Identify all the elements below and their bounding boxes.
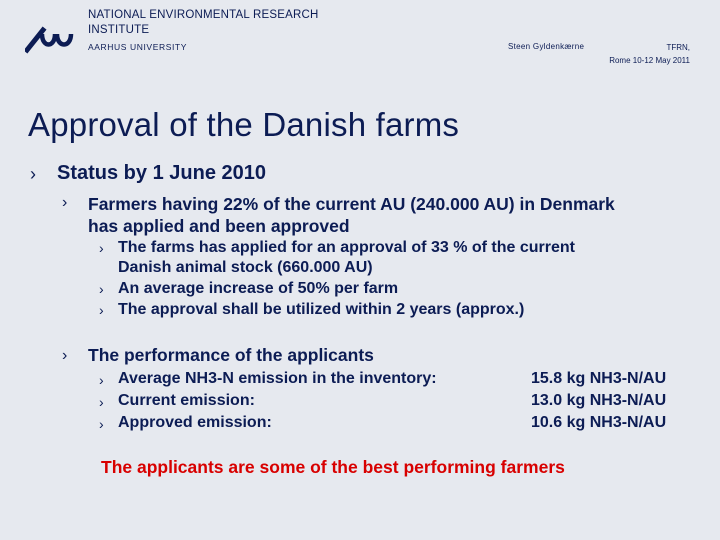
bullet-chevron: ›: [62, 347, 68, 364]
bullet-chevron: ›: [99, 281, 104, 297]
emission-value-current: 13.0 kg NH3-N/AU: [531, 392, 667, 409]
emission-label-inventory: Average NH3-N emission in the inventory:: [118, 370, 437, 387]
approval-share-line-1: The farms has applied for an approval of 33 % of the current: [118, 239, 575, 256]
institute-name: NATIONAL ENVIRONMENTAL RESEARCH INSTITUTE: [88, 9, 319, 36]
university-name: AARHUS UNIVERSITY: [88, 42, 187, 52]
emission-value-approved: 10.6 kg NH3-N/AU: [531, 414, 667, 431]
bullet-chevron: ›: [99, 372, 104, 388]
performance-heading: The performance of the applicants: [88, 345, 374, 365]
presenter-name: Steen Gyldenkærne: [508, 42, 585, 51]
bullet-chevron: ›: [99, 302, 104, 318]
bullet-chevron: ›: [30, 164, 36, 184]
bullet-chevron: ›: [62, 194, 68, 211]
farmers-line-1: Farmers having 22% of the current AU (240.000 AU) in Denmark: [88, 194, 615, 214]
event-name: TFRN,: [666, 43, 690, 52]
slide-title: Approval of the Danish farms: [28, 106, 460, 143]
event-info: [609, 41, 690, 67]
farmers-line-2: has applied and been approved: [88, 216, 350, 236]
emission-label-current: Current emission:: [118, 392, 255, 409]
utilization-bullet: The approval shall be utilized within 2 years (approx.): [118, 301, 525, 318]
approval-share-line-2: Danish animal stock (660.000 AU): [118, 259, 373, 276]
bullet-chevron: ›: [99, 394, 104, 410]
emission-label-approved: Approved emission:: [118, 414, 272, 431]
farmers-bullet: [88, 193, 708, 237]
emission-value-inventory: 15.8 kg NH3-N/AU: [531, 370, 667, 387]
conclusion-text: The applicants are some of the best performing farmers: [101, 457, 565, 477]
approval-share-bullet: [118, 238, 698, 278]
bullet-chevron: ›: [99, 240, 104, 256]
event-date: Rome 10-12 May 2011: [609, 56, 690, 65]
status-heading: Status by 1 June 2010: [57, 162, 266, 184]
aarhus-university-logo: [25, 24, 75, 54]
bullet-chevron: ›: [99, 416, 104, 432]
average-increase-bullet: An average increase of 50% per farm: [118, 280, 399, 297]
